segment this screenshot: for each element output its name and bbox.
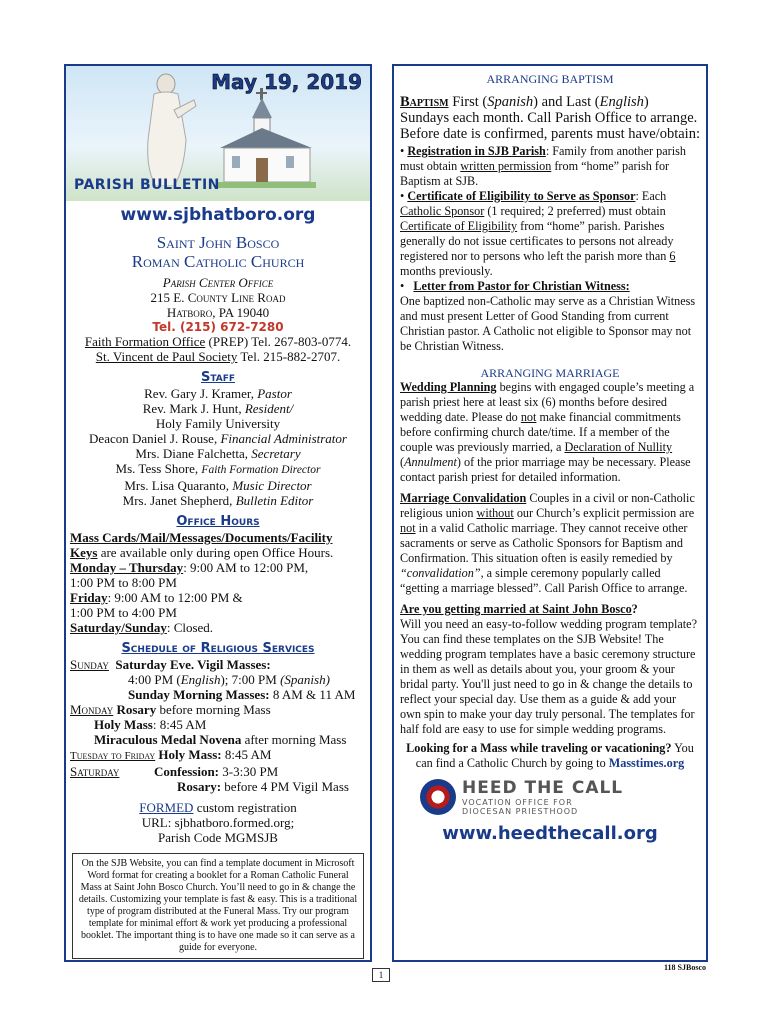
funeral-template-notice: On the SJB Website, you can find a template document in Microsoft Word format for creating a booklet for a Roman Catholic Funeral Mass at Saint John Bosco Church. You’ll need to go in & change the details. Customizing your template is fast & easy. This is a traditional type of program distributed at the Funeral Mass. Try our program template for minimal effort & work yet producing a professional booklet. The important thing is to have one made so it can serve as a guide for everyone. [72, 853, 364, 959]
staff-item: Deacon Daniel J. Rouse, Financial Administrator [89, 431, 347, 446]
diocese-seal-icon [420, 779, 456, 815]
office-hours: Mass Cards/Mail/Messages/Documents/Facility Keys are available only during open Office Hours. Monday – Thursday: 9:00 AM to 12:00 PM, 1:00 PM to 8:00 PM Friday: 9:00 AM to 12:00 PM & 1:00 PM to 4:00 PM Saturday/Sunday: Closed. [70, 530, 334, 635]
marriage-title: ARRANGING MARRIAGE [480, 366, 620, 380]
staff-item: Holy Family University [155, 416, 281, 431]
wedding-planning: Wedding Planning begins with engaged couple’s meeting a parish priest here at least six (6) months before desired wedding date. Please do not make financial commitments before confirming church date/time. If a member of the couple was previously married, a Declaration of Nullity (Annulment) of the prior marriage may be necessary. Please contact parish priest for detailed information. [400, 380, 695, 484]
formed-info: FORMED custom registration URL: sjbhatboro.formed.org; Parish Code MGMSJB [139, 800, 297, 845]
bulletin-date: May 19, 2019 [211, 70, 362, 94]
church-image [216, 88, 316, 188]
parish-website-link[interactable]: www.sjbhatboro.org [120, 205, 316, 225]
baptism-intro: Baptism First (Spanish) and Last (English) Sundays each month. Call Parish Office to arrange. Before date is confirmed, parents must have/obtain: [400, 94, 700, 142]
staff-list [66, 386, 370, 508]
heed-subtitle2: DIOCESAN PRIESTHOOD [462, 807, 579, 816]
statue-image [126, 70, 206, 186]
office-hours-heading: Office Hours [176, 514, 260, 529]
formed-link[interactable]: FORMED [139, 800, 194, 815]
staff-item: Ms. Tess Shore, Faith Formation Director [115, 461, 321, 476]
staff-heading: Staff [200, 370, 236, 385]
address-line2: Hatboro, PA 19040 [166, 305, 270, 320]
schedule-heading: Schedule of Religious Services [121, 641, 315, 656]
svdp-link[interactable]: St. Vincent de Paul Society [95, 349, 238, 364]
staff-item: Mrs. Lisa Quaranto, Music Director [124, 478, 312, 493]
faith-formation-line: Faith Formation Office (PREP) Tel. 267-803-0774. [84, 334, 352, 349]
masthead [66, 66, 370, 201]
heed-title: HEED THE CALL [462, 778, 624, 798]
masstimes-link[interactable]: Masstimes.org [608, 756, 685, 770]
page-number: 1 [372, 968, 390, 982]
left-column [64, 64, 372, 962]
faith-formation-link[interactable]: Faith Formation Office [84, 334, 206, 349]
marriage-convalidation: Marriage Convalidation Couples in a civil or non-Catholic religious union without our Church’s explicit permission are not in a valid Catholic marriage. They cannot receive other sacraments or serve as Catholic Sponsors for Baptism and Confirmation. This situation often is easily remedied by “convalidation”, a simple ceremony popularly called “getting a marriage blessed”. Call Parish Office to arrange. [400, 491, 695, 595]
heed-the-call-link[interactable]: www.heedthecall.org [442, 823, 658, 844]
baptism-title: ARRANGING BAPTISM [486, 72, 614, 86]
right-column [392, 64, 708, 962]
address-line1: 215 E. County Line Road [150, 290, 286, 305]
bulletin-label: PARISH BULLETIN [74, 177, 220, 193]
baptism-certificate: • Certificate of Eligibility to Serve as Sponsor: Each Catholic Sponsor (1 required; 2 preferred) must obtain Certificate of Eligibility from “home” parish. Parishes generally do not issue certificates to persons not already registered nor to persons who left the parish more than 6 months previously. [400, 189, 700, 279]
baptism-letter: • Letter from Pastor for Christian Witness: One baptized non-Catholic may serve as a Christian Witness and must present Letter of Good Standing from current Christian pastor. A Catholic not eligible to Sponsor may not be Christian Witness. [400, 279, 700, 354]
footer-code: 118 SJBosco [663, 963, 706, 972]
staff-item: Mrs. Janet Shepherd, Bulletin Editor [122, 493, 314, 508]
parish-phone: Tel. (215) 672-7280 [152, 320, 284, 334]
office-label: Parish Center Office [162, 275, 274, 290]
schedule: Sunday Saturday Eve. Vigil Masses: 4:00 PM (English); 7:00 PM (Spanish) Sunday Morning Masses: 8 AM & 11 AM Monday Rosary before morning Mass Holy Mass: 8:45 AM Miraculous Medal Novena after morning Mass Tuesday to Friday Holy Mass: 8:45 AM Saturday Confession: 3-3:30 PM Rosary: before 4 PM Vigil Mass [70, 657, 356, 794]
staff-item: Rev. Gary J. Kramer, Pastor [144, 386, 292, 401]
heed-subtitle1: VOCATION OFFICE FOR [462, 798, 573, 807]
svdp-line: St. Vincent de Paul Society Tel. 215-882-2707. [95, 349, 341, 364]
wedding-template: Are you getting married at Saint John Bosco? Will you need an easy-to-follow wedding program template? You can find these templates on the SJB Website! The wedding program templates have a basic ceremony structure in them as well as details about you, your groom & your bridal party. You'll just need to go in & change the details to reflect your special day. Use them as a guide & add your own spin to make your day truly personal. The templates for half fold are easy to use for simple wedding programs. [400, 602, 697, 736]
parish-name-line2: Roman Catholic Church [131, 252, 305, 271]
parish-name-line1: Saint John Bosco [156, 233, 280, 252]
heed-the-call-logo [420, 777, 680, 817]
parish-name [66, 233, 370, 271]
staff-item: Mrs. Diane Falchetta, Secretary [135, 446, 301, 461]
staff-item: Rev. Mark J. Hunt, Resident/ [142, 401, 294, 416]
masstimes-info: Looking for a Mass while traveling or vacationing? You can find a Catholic Church by going to Masstimes.org [406, 741, 694, 770]
baptism-registration: • Registration in SJB Parish: Family from another parish must obtain written permission from “home” parish for Baptism at SJB. [400, 144, 700, 189]
